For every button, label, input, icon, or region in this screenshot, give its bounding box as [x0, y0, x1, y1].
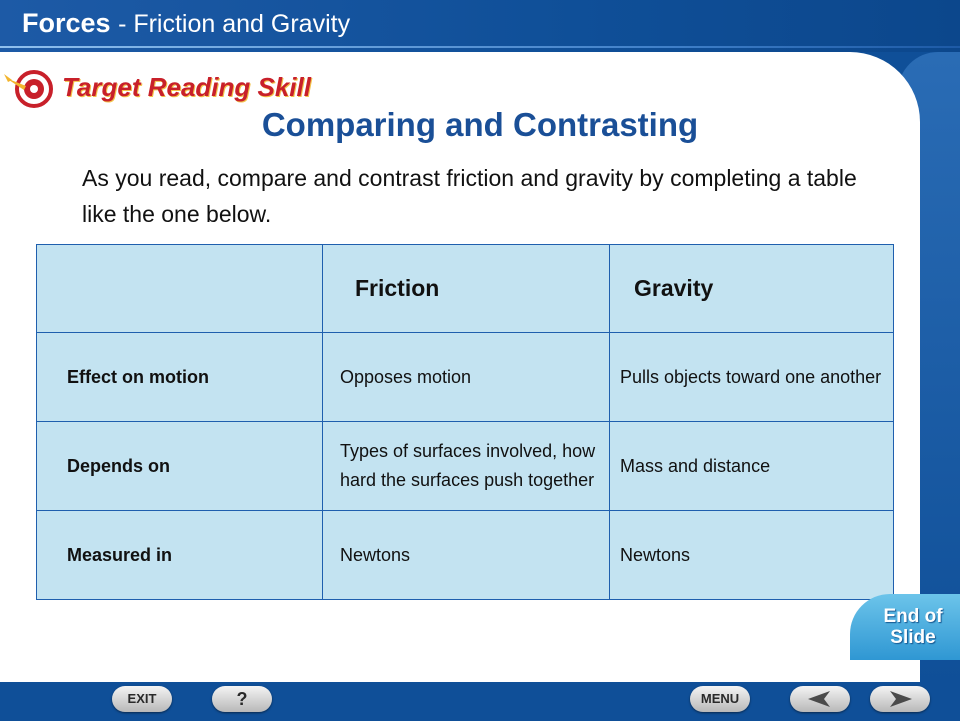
friction-cell — [323, 422, 610, 511]
row-label-cell — [37, 333, 323, 422]
gravity-value: Newtons — [620, 544, 691, 565]
gravity-value: Mass and distance — [620, 455, 771, 476]
friction-cell — [323, 511, 610, 600]
target-icon — [4, 66, 60, 110]
table-row — [37, 511, 894, 600]
table-header-cell — [610, 245, 894, 333]
next-button[interactable] — [870, 686, 930, 712]
intro-text: As you read, compare and contrast friction and gravity by completing a table like the one below. — [82, 165, 857, 227]
table-header-row — [37, 245, 894, 333]
header-title-sub: - Friction and Gravity — [118, 10, 351, 38]
help-button[interactable]: ? — [212, 686, 272, 712]
end-of-slide-label — [878, 606, 948, 648]
header-rule — [0, 46, 960, 48]
friction-value: Opposes motion — [340, 366, 472, 387]
skill-label: Target Reading Skill — [62, 72, 311, 102]
table-row — [37, 422, 894, 511]
gravity-value: Pulls objects toward one another — [620, 366, 882, 387]
back-button[interactable] — [790, 686, 850, 712]
target-reading-skill — [4, 66, 344, 110]
friction-value: Newtons — [340, 544, 411, 565]
comparison-table — [36, 244, 894, 600]
friction-cell — [323, 333, 610, 422]
header-title — [22, 8, 350, 39]
friction-value: Types of surfaces involved, how hard the surfaces push together — [340, 441, 596, 490]
slide-title: Comparing and Contrasting — [261, 106, 699, 143]
gravity-cell — [610, 333, 894, 422]
exit-button[interactable]: EXIT — [112, 686, 172, 712]
back-arrow-icon — [790, 686, 850, 712]
end-of-slide-line1: End of — [883, 606, 943, 627]
next-arrow-icon — [870, 686, 930, 712]
row-label-cell — [37, 511, 323, 600]
menu-button[interactable]: MENU — [690, 686, 750, 712]
table-header-cell — [323, 245, 610, 333]
row-label: Depends on — [67, 455, 171, 476]
header-title-main: Forces — [22, 8, 111, 38]
table-header-cell — [37, 245, 323, 333]
row-label: Effect on motion — [67, 366, 209, 387]
row-label-cell — [37, 422, 323, 511]
header-friction: Friction — [355, 275, 440, 301]
header-gravity: Gravity — [634, 275, 714, 301]
end-of-slide-line2: Slide — [890, 627, 936, 648]
gravity-cell — [610, 422, 894, 511]
table-row — [37, 333, 894, 422]
gravity-cell — [610, 511, 894, 600]
row-label: Measured in — [67, 544, 173, 565]
